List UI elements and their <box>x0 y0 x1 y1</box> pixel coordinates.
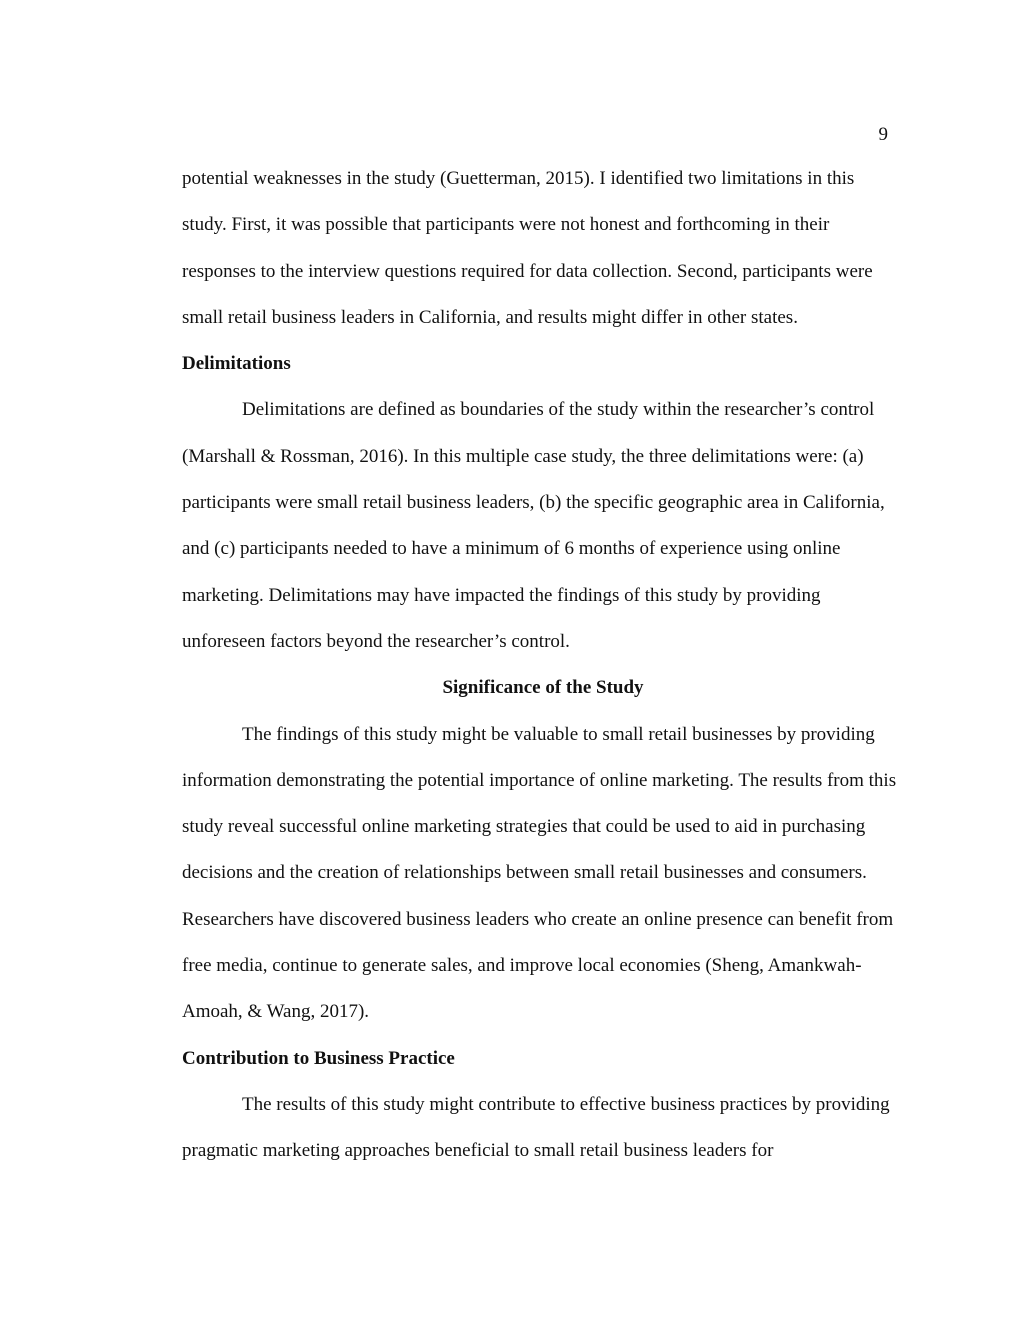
paragraph-significance: The findings of this study might be valuable to small retail businesses by providing information demonstrating the potential importance of online marketing. The results from this study reveal successful online marketing strategies that could be used to aid in purchasing decisions and the creation of relationships between small retail businesses and consumers. Researchers have discovered business leaders who create an online presence can benefit from free media, continue to generate sales, and improve local economies (Sheng, Amankwah-Amoah, & Wang, 2017). <box>182 723 897 1023</box>
heading-contribution-to-business-practice: Contribution to Business Practice <box>182 1047 455 1069</box>
heading-delimitations: Delimitations <box>182 353 291 375</box>
paragraph-delimitations: Delimitations are defined as boundaries of the study within the researcher’s control (Marshall & Rossman, 2016). In this multiple case study, the three delimitations were: (a) participants were small retail business leaders, (b) the specific geographic area in California, and (c) participants needed to have a minimum of 6 months of experience using online marketing. Delimitations may have impacted the findings of this study by providing unforeseen factors beyond the researcher’s control. <box>182 399 885 652</box>
page-number: 9 <box>878 124 888 145</box>
paragraph-contribution: The results of this study might contribute to effective business practices by providing pragmatic marketing approaches beneficial to small retail business leaders for <box>182 1093 890 1162</box>
heading-significance-of-study: Significance of the Study <box>442 677 644 699</box>
document-body <box>182 156 898 1175</box>
paragraph-limitations-continued: potential weaknesses in the study (Guetterman, 2015). I identified two limitations in this study. First, it was possible that participants were not honest and forthcoming in their responses to the interview questions required for data collection. Second, participants were small retail business leaders in California, and results might differ in other states. <box>182 168 873 328</box>
